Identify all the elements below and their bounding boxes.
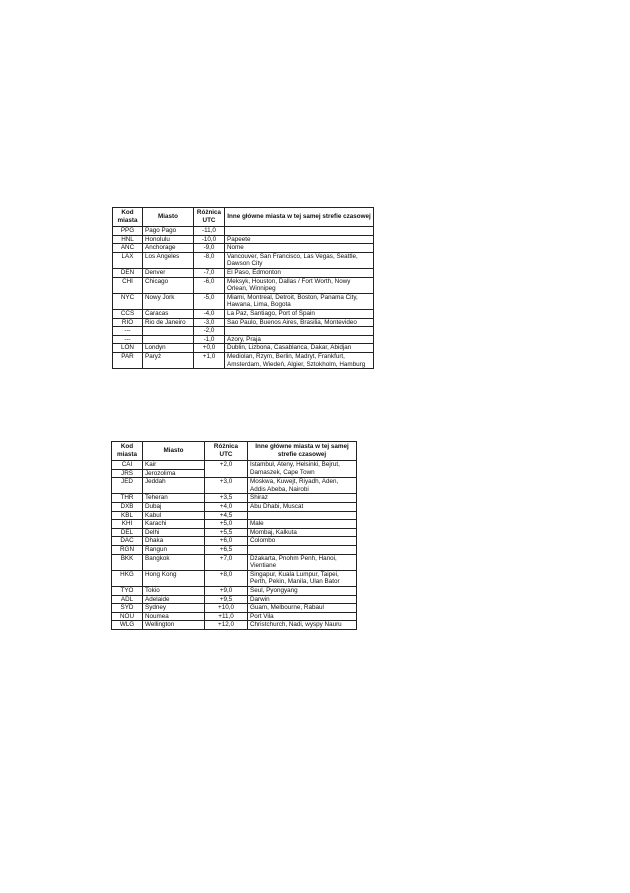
utc-offset: -4,0 [194, 309, 225, 318]
utc-offset: +3,0 [205, 478, 248, 494]
other-cities: Shiraz [248, 494, 357, 503]
header-city-code: Kod miasta [113, 208, 143, 227]
other-cities: Azory, Praja [225, 335, 374, 344]
other-cities: El Paso, Edmonton [225, 268, 374, 277]
city-name: Pago Pago [143, 227, 194, 236]
table-row [113, 344, 374, 353]
city-code: CHI [113, 277, 143, 293]
city-code: CAI [112, 461, 143, 470]
city-name: Rangun [143, 545, 205, 554]
utc-offset: +9,5 [205, 595, 248, 604]
city-code: TYO [112, 586, 143, 595]
city-code: JED [112, 478, 143, 494]
other-cities: Nome [225, 244, 374, 253]
utc-offset: +5,0 [205, 520, 248, 529]
city-code: --- [113, 335, 143, 344]
utc-offset: -8,0 [194, 252, 225, 268]
table-row [112, 511, 357, 520]
city-name: Anchorage [143, 244, 194, 253]
table-row [113, 252, 374, 268]
header-city: Miasto [143, 442, 205, 461]
city-code: LON [113, 344, 143, 353]
table-row [113, 268, 374, 277]
utc-offset: -2,0 [194, 327, 225, 336]
city-code: DXB [112, 502, 143, 511]
city-name: Sydney [143, 604, 205, 613]
city-name [143, 335, 194, 344]
city-code: KBL [112, 511, 143, 520]
city-code: --- [113, 327, 143, 336]
city-code: LAX [113, 252, 143, 268]
other-cities: Dżakarta, Pnohm Penh, Hanoi, Vientiane [248, 554, 357, 570]
table-row [113, 244, 374, 253]
other-cities: Colombo [248, 537, 357, 546]
city-name: Dubaj [143, 502, 205, 511]
table-row [113, 309, 374, 318]
city-code: BKK [112, 554, 143, 570]
table-row [112, 595, 357, 604]
header-city: Miasto [143, 208, 194, 227]
header-other-cities: Inne główne miasta w tej samej strefie czasowej [225, 208, 374, 227]
city-name: Honolulu [143, 235, 194, 244]
table-row [113, 277, 374, 293]
table-row [113, 227, 374, 236]
utc-offset: +11,0 [205, 612, 248, 621]
city-name: Noumea [143, 612, 205, 621]
utc-offset: -6,0 [194, 277, 225, 293]
utc-offset: +3,5 [205, 494, 248, 503]
other-cities: Dublin, Lizbona, Casablanca, Dakar, Abidjan [225, 344, 374, 353]
utc-offset: +6,0 [205, 537, 248, 546]
table-row [113, 335, 374, 344]
utc-offset: -7,0 [194, 268, 225, 277]
other-cities: Christchurch, Nadi, wyspy Nauru [248, 621, 357, 630]
table-row [113, 293, 374, 309]
table-row [112, 520, 357, 529]
other-cities [225, 227, 374, 236]
other-cities: Miami, Montreal, Detroit, Boston, Panama City, Hawana, Lima, Bogota [225, 293, 374, 309]
table-row [112, 502, 357, 511]
table-row [113, 327, 374, 336]
other-cities: Mediolan, Rzym, Berlin, Madryt, Frankfurt, Amsterdam, Wiedeń, Algier, Sztokholm, Hamburg [225, 352, 374, 368]
city-name: Jeddah [143, 478, 205, 494]
other-cities: Port Vila [248, 612, 357, 621]
header-utc-offset: Różnica UTC [205, 442, 248, 461]
utc-offset: +2,0 [205, 461, 248, 478]
city-name: Kabul [143, 511, 205, 520]
other-cities: Abu Dhabi, Muscat [248, 502, 357, 511]
city-code: RIO [113, 318, 143, 327]
table-row [112, 612, 357, 621]
utc-offset: +5,5 [205, 528, 248, 537]
utc-offset: +9,0 [205, 586, 248, 595]
city-code: HKG [112, 570, 143, 586]
other-cities: La Paz, Santiago, Port of Spain [225, 309, 374, 318]
utc-offset: +4,5 [205, 511, 248, 520]
other-cities: Sao Paulo, Buenos Aires, Brasilia, Montevideo [225, 318, 374, 327]
city-name: Kair [143, 461, 205, 470]
city-name: Nowy Jork [143, 293, 194, 309]
header-utc-offset: Różnica UTC [194, 208, 225, 227]
utc-offset: -10,0 [194, 235, 225, 244]
city-name: Adelaide [143, 595, 205, 604]
utc-offset: -1,0 [194, 335, 225, 344]
utc-offset: +12,0 [205, 621, 248, 630]
other-cities: Meksyk, Houston, Dallas / Fort Worth, Nowy Orlean, Winnipeg [225, 277, 374, 293]
city-code: DEN [113, 268, 143, 277]
city-name: Karachi [143, 520, 205, 529]
city-code: ANC [113, 244, 143, 253]
utc-offset: +4,0 [205, 502, 248, 511]
other-cities: Male [248, 520, 357, 529]
other-cities: Darwin [248, 595, 357, 604]
city-code: THR [112, 494, 143, 503]
other-cities [225, 327, 374, 336]
table-row [112, 621, 357, 630]
city-name: Chicago [143, 277, 194, 293]
city-name: Hong Kong [143, 570, 205, 586]
city-code: NYC [113, 293, 143, 309]
city-name: Jerozolima [143, 469, 205, 478]
table-row [112, 528, 357, 537]
city-name: Londyn [143, 344, 194, 353]
header-city-code: Kod miasta [112, 442, 143, 461]
table-row [112, 554, 357, 570]
city-code: CCS [113, 309, 143, 318]
city-name: Delhi [143, 528, 205, 537]
city-name: Caracas [143, 309, 194, 318]
city-code: PPG [113, 227, 143, 236]
utc-offset: +7,0 [205, 554, 248, 570]
table-row [113, 352, 374, 368]
table-row [113, 318, 374, 327]
header-other-cities: Inne główne miasta w tej samej strefie czasowej [248, 442, 357, 461]
utc-offset: -9,0 [194, 244, 225, 253]
city-code: ADL [112, 595, 143, 604]
utc-offset: -5,0 [194, 293, 225, 309]
table-row [112, 478, 357, 494]
city-name: Paryż [143, 352, 194, 368]
other-cities [248, 511, 357, 520]
other-cities: Singapur, Kuala Lumpur, Taipei, Perth, Pekin, Manila, Ulan Bator [248, 570, 357, 586]
city-code: PAR [113, 352, 143, 368]
city-name: Teheran [143, 494, 205, 503]
utc-offset: +6,5 [205, 545, 248, 554]
city-name: Bangkok [143, 554, 205, 570]
city-code: JRS [112, 469, 143, 478]
utc-offset: +8,0 [205, 570, 248, 586]
city-code: WLG [112, 621, 143, 630]
other-cities: Papeete [225, 235, 374, 244]
table-row [112, 461, 357, 470]
timezone-table-africa-asia-oceania [111, 441, 357, 630]
city-code: NOU [112, 612, 143, 621]
utc-offset: -3,0 [194, 318, 225, 327]
other-cities: Guam, Melbourne, Rabaul [248, 604, 357, 613]
city-code: KHI [112, 520, 143, 529]
table-row [112, 604, 357, 613]
utc-offset: +1,0 [194, 352, 225, 368]
city-name: Wellington [143, 621, 205, 630]
city-name: Tokio [143, 586, 205, 595]
utc-offset: +0,0 [194, 344, 225, 353]
table-row [112, 545, 357, 554]
city-code: RGN [112, 545, 143, 554]
other-cities: Vancouver, San Francisco, Las Vegas, Seattle, Dawson City [225, 252, 374, 268]
table-header-row [113, 208, 374, 227]
city-name: Denver [143, 268, 194, 277]
other-cities: Istambuł, Ateny, Helsinki, Bejrut, Damaszek, Cape Town [248, 461, 357, 478]
table-row [112, 586, 357, 595]
utc-offset: -11,0 [194, 227, 225, 236]
city-code: HNL [113, 235, 143, 244]
other-cities: Seul, Pyongyang [248, 586, 357, 595]
city-code: DEL [112, 528, 143, 537]
timezone-table-americas-europe [112, 207, 374, 369]
table-row [113, 235, 374, 244]
city-code: SYD [112, 604, 143, 613]
table-row [112, 537, 357, 546]
city-name: Dhaka [143, 537, 205, 546]
table-header-row [112, 442, 357, 461]
other-cities: Mombaj, Kalkuta [248, 528, 357, 537]
table-row [112, 494, 357, 503]
other-cities [248, 545, 357, 554]
utc-offset: +10,0 [205, 604, 248, 613]
city-name [143, 327, 194, 336]
city-name: Los Angeles [143, 252, 194, 268]
table-row [112, 570, 357, 586]
city-code: DAC [112, 537, 143, 546]
city-name: Rio de Janeiro [143, 318, 194, 327]
other-cities: Moskwa, Kuwejt, Riyadh, Aden, Addis Abeba, Nairobi [248, 478, 357, 494]
